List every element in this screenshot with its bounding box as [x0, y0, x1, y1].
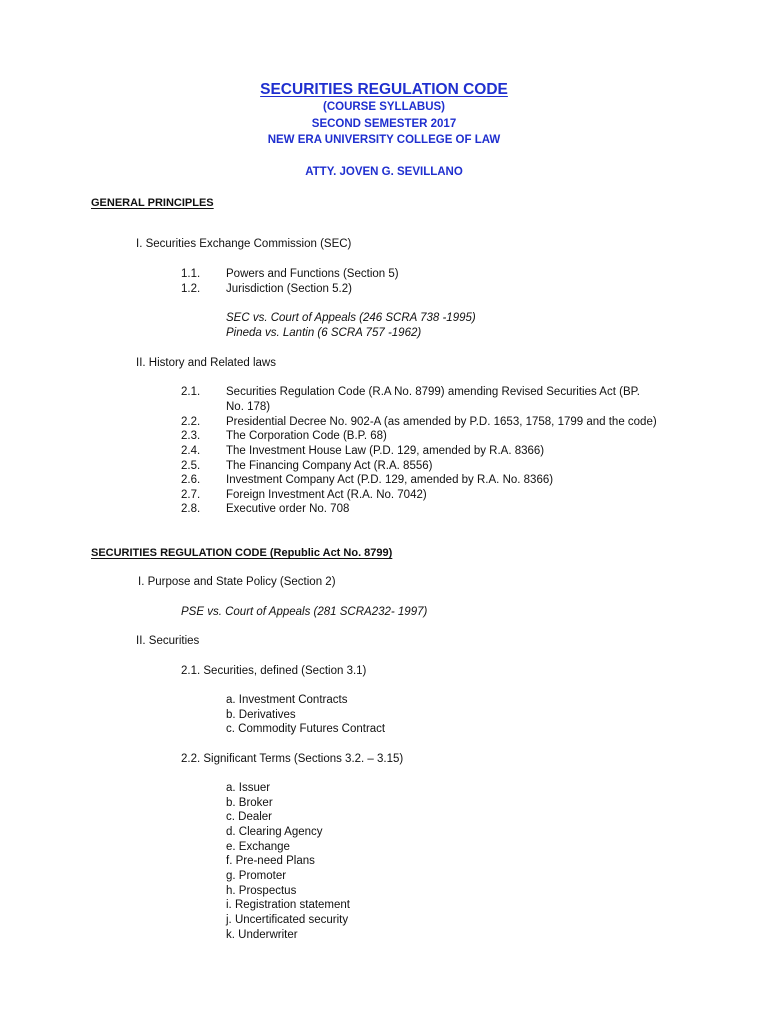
- list-item: [0, 283, 768, 298]
- item-number: 1.2.: [181, 283, 201, 295]
- list-item: a. Issuer: [226, 782, 271, 794]
- list-item: [0, 268, 768, 283]
- section-heading-general-principles: GENERAL PRINCIPLES: [91, 197, 214, 209]
- item-text-continuation: No. 178): [226, 401, 271, 413]
- list-item: j. Uncertificated security: [226, 914, 349, 926]
- list-item: c. Dealer: [226, 811, 273, 823]
- list-item: h. Prospectus: [226, 885, 297, 897]
- item-text: Foreign Investment Act (R.A. No. 7042): [226, 489, 427, 501]
- item-text: The Financing Company Act (R.A. 8556): [226, 460, 433, 472]
- list-item: c. Commodity Futures Contract: [226, 723, 386, 735]
- item-number: 2.6.: [181, 474, 201, 486]
- section-title-sec: I. Securities Exchange Commission (SEC): [136, 238, 352, 250]
- list-item: [0, 503, 768, 518]
- list-item: i. Registration statement: [226, 899, 351, 911]
- list-item: e. Exchange: [226, 841, 290, 853]
- item-text: The Corporation Code (B.P. 68): [226, 430, 387, 442]
- case-citation: Pineda vs. Lantin (6 SCRA 757 -1962): [226, 327, 422, 339]
- list-item: [0, 445, 768, 460]
- item-number: 2.4.: [181, 445, 201, 457]
- school-name: NEW ERA UNIVERSITY COLLEGE OF LAW: [267, 134, 501, 146]
- item-text: Jurisdiction (Section 5.2): [226, 283, 352, 295]
- item-text: Investment Company Act (P.D. 129, amended by R.A. No. 8366): [226, 474, 554, 486]
- list-item: a. Investment Contracts: [226, 694, 348, 706]
- list-item: f. Pre-need Plans: [226, 855, 315, 867]
- list-item: [0, 430, 768, 445]
- list-item: b. Broker: [226, 797, 273, 809]
- item-number: 2.8.: [181, 503, 201, 515]
- section-title-securities: II. Securities: [136, 635, 200, 647]
- subsection-title-defined: 2.1. Securities, defined (Section 3.1): [181, 665, 367, 677]
- section-title-history: II. History and Related laws: [136, 357, 276, 369]
- item-text: Presidential Decree No. 902-A (as amended by P.D. 1653, 1758, 1799 and the code): [226, 416, 657, 428]
- section-title-purpose: I. Purpose and State Policy (Section 2): [138, 576, 336, 588]
- list-item: [0, 474, 768, 489]
- list-item: b. Derivatives: [226, 709, 296, 721]
- item-number: 2.7.: [181, 489, 201, 501]
- list-item: g. Promoter: [226, 870, 287, 882]
- document-title: SECURITIES REGULATION CODE: [260, 81, 508, 98]
- item-text: The Investment House Law (P.D. 129, amended by R.A. 8366): [226, 445, 545, 457]
- case-citation: PSE vs. Court of Appeals (281 SCRA232- 1997): [181, 606, 428, 618]
- list-item: k. Underwriter: [226, 929, 298, 941]
- item-number: 2.2.: [181, 416, 201, 428]
- subsection-title-terms: 2.2. Significant Terms (Sections 3.2. – 3.15): [181, 753, 404, 765]
- item-number: 2.3.: [181, 430, 201, 442]
- list-item: [0, 460, 768, 475]
- case-citation: SEC vs. Court of Appeals (246 SCRA 738 -1995): [226, 312, 476, 324]
- list-item: d. Clearing Agency: [226, 826, 323, 838]
- list-item: [0, 416, 768, 431]
- document-subtitle: (COURSE SYLLABUS): [322, 101, 446, 113]
- item-number: 1.1.: [181, 268, 201, 280]
- list-item: [0, 489, 768, 504]
- list-item: [0, 386, 768, 401]
- section-heading-src: SECURITIES REGULATION CODE (Republic Act No. 8799): [91, 547, 393, 559]
- item-number: 2.5.: [181, 460, 201, 472]
- instructor-name: ATTY. JOVEN G. SEVILLANO: [305, 166, 463, 178]
- item-text: Securities Regulation Code (R.A No. 8799) amending Revised Securities Act (BP.: [226, 386, 641, 398]
- item-number: 2.1.: [181, 386, 201, 398]
- semester: SECOND SEMESTER 2017: [311, 118, 457, 130]
- item-text: Executive order No. 708: [226, 503, 350, 515]
- item-text: Powers and Functions (Section 5): [226, 268, 399, 280]
